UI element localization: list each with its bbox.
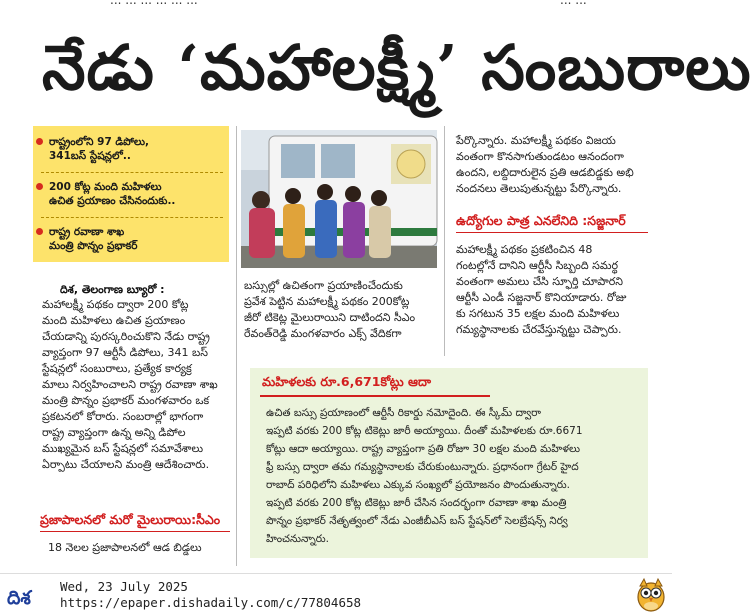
red-dot-icon: [36, 228, 43, 235]
article-line: ప్రవేశ పెట్టిన మహాలక్ష్మీ పథకం 200కోట్ల: [244, 295, 410, 308]
info-box-line: హించనున్నారు.: [266, 533, 329, 545]
column-divider: [236, 126, 237, 566]
top-cropped-strip: [0, 0, 672, 10]
highlight-divider: [41, 217, 223, 218]
article-line: స్టేషన్లలో సంబురాలు, ప్రత్యేక కార్యక్ర: [42, 362, 192, 375]
highlight-item: [49, 225, 225, 253]
footer-bar: [0, 573, 672, 616]
left-article: [42, 297, 228, 473]
article-line: మహాలక్ష్మీ పథకం ప్రకటించిన 48: [456, 243, 593, 256]
info-box-rule: [260, 395, 490, 397]
top-fragment-left: ... ... ... ... ... ...: [110, 0, 198, 7]
article-line: నందనలు తెలుపుతున్నట్టు పేర్కొన్నారు.: [456, 182, 622, 195]
red-dot-icon: [36, 183, 43, 190]
disha-logo-icon[interactable]: [6, 584, 40, 610]
article-line: గంటల్లోనే దానిని ఆర్టీసీ సిబ్బంది సమర్థ: [456, 259, 619, 272]
footer-date: Wed, 23 July 2025: [60, 579, 188, 594]
article-line: ఉందని, లబ్దిదారులైన ప్రతి ఆడబిడ్డకు అభి: [456, 166, 634, 179]
highlight-line: రాష్ట్రంలోని 97 డిపోలు,: [49, 136, 149, 148]
red-dot-icon: [36, 138, 43, 145]
info-box-heading: మహిళలకు రూ.6,671కోట్లు ఆదా: [262, 374, 432, 389]
savings-info-box: [250, 368, 648, 558]
page-headline: నేడు ‘మహాలక్ష్మీ’ సంబురాలు: [42, 31, 752, 104]
info-box-line: ఇప్పటి వరకు 200 కోట్ల టికెట్లు జారీ అయ్యాయి. దీంతో మహిళలకు రూ.6671: [266, 425, 583, 437]
highlight-line: 200 కోట్ల మంది మహిళలు: [49, 181, 162, 193]
footer-url[interactable]: https://epaper.dishadaily.com/c/77804658: [60, 595, 362, 610]
top-fragment-right: ... ...: [560, 0, 587, 7]
logo-text: దిశ: [7, 587, 31, 609]
owl-mascot-icon[interactable]: [636, 578, 666, 612]
highlight-line: ఉచిత ప్రయాణం చేసినందుకు..: [49, 195, 176, 207]
info-box-body: [266, 404, 638, 548]
article-line: ప్రకటనలో కోరారు. సంబరాల్లో భాగంగా: [42, 410, 204, 423]
left-subhead: ప్రజాపాలనలో మరో మైలురాయి:సీఎం: [40, 512, 221, 527]
article-line: బస్సుల్లో ఉచితంగా ప్రయాణించేందుకు: [244, 279, 403, 292]
right-subhead: ఉద్యోగుల పాత్ర ఎనలేనిది :సజ్జనార్: [456, 213, 626, 228]
article-line: మంది మహిళలు ఉచిత ప్రయాణం: [42, 314, 186, 327]
info-box-line: ఇప్పటి వరకు 200 కోట్ల టికెట్లు జారీ చేసిన సందర్భంగా రవాణా శాఖ మంత్రి: [266, 497, 567, 509]
left-article-tail: 18 నెలల ప్రజాపాలనలో ఆడ బిడ్డలు: [48, 541, 202, 554]
highlight-item: [49, 180, 225, 208]
highlight-item: [49, 135, 225, 163]
right-article-bottom: [456, 242, 648, 338]
article-line: ఆర్టీసీ ఎండీ సజ్జనార్ కొనియాడారు. రోజు: [456, 291, 627, 304]
highlights-box: [33, 126, 229, 262]
article-line: కు సగటున 35 లక్షల మంది మహిళలు: [456, 307, 620, 320]
news-photo: [241, 130, 437, 268]
right-article-top: [456, 133, 648, 197]
article-line: వంతంగా అమలు చేసి స్ఫూర్తి చూపారని: [456, 275, 624, 288]
article-line: చేయడాన్ని పురస్కరించుకొని నేడు రాష్ట్ర: [42, 330, 210, 343]
article-line: రాష్ట్ర వ్యాప్తంగా ఉన్న అన్ని డిపోల: [42, 426, 186, 439]
article-line: గమ్యస్థానాలకు చేరవేస్తున్నట్టు చెప్పారు.: [456, 323, 622, 336]
info-box-line: పొన్నం ప్రభాకర్ నేతృత్వంలో నేడు ఎంజీబీఎస్ బస్ స్టేషన్‌లో సెలబ్రేషన్స్ నిర్వ: [266, 515, 568, 527]
info-box-line: ఫ్రీ బస్సు ద్వారా తమ గమ్యస్థానాలకు చేరుకుంటున్నారు. ప్రధానంగా గ్రేటర్ హైద: [266, 461, 579, 473]
info-box-line: కోట్లు ఆదా అయ్యాయి. రాష్ట్ర వ్యాప్తంగా ప్రతి రోజూ 30 లక్షల మంది మహిళలు: [266, 443, 581, 455]
article-line: పేర్కొన్నారు. మహాలక్ష్మీ పథకం విజయ: [456, 134, 616, 147]
highlight-line: రాష్ట్ర రవాణా శాఖ: [49, 226, 125, 238]
article-line: మహాలక్ష్మీ పథకం ద్వారా 200 కోట్ల: [42, 298, 189, 311]
byline: దిశ, తెలంగాణ బ్యూరో :: [60, 283, 165, 296]
highlight-line: మంత్రి పొన్నం ప్రభాకర్: [49, 240, 138, 252]
info-box-line: ఉచిత బస్సు ప్రయాణంలో ఆర్టీసీ రికార్డు నమోదైంది. ఈ స్కీమ్ ద్వారా: [266, 407, 542, 419]
article-line: ముఖ్యమైన బస్ స్టేషన్లలో సమావేశాలు: [42, 442, 204, 455]
article-line: వంతంగా కొనసాగుతుండటం ఆనందంగా: [456, 150, 624, 163]
middle-article: [244, 278, 440, 342]
article-line: వ్యాప్తంగా 97 ఆర్టీసీ డిపోలు, 341 బస్: [42, 346, 209, 359]
article-line: మాలు నిర్వహించాలని రాష్ట్ర రవాణా శాఖ: [42, 378, 218, 391]
article-line: రేవంత్‌రెడ్డి మంగళవారం ఎక్స్ వేదికగా: [244, 327, 402, 340]
bus-boarding-photo-illustration: [241, 130, 437, 268]
highlight-line: 341బస్ స్టేషన్లలో..: [49, 150, 131, 162]
subhead-rule: [40, 531, 230, 532]
article-line: జీరో టికెట్ల మైలురాయిని దాటిందని సీఎం: [244, 311, 416, 324]
article-line: ఏర్పాటు చేయాలని మంత్రి ఆదేశించారు.: [42, 458, 210, 471]
subhead-rule: [456, 232, 648, 233]
info-box-line: రాబాద్ పరిధిలోని మహిళలు ఎక్కువ సంఖ్యలో ప్రయోజనం పొందుతున్నారు.: [266, 479, 570, 491]
column-divider: [444, 126, 445, 356]
highlight-divider: [41, 172, 223, 173]
article-line: మంత్రి పొన్నం ప్రభాకర్ మంగళవారం ఒక: [42, 394, 210, 407]
